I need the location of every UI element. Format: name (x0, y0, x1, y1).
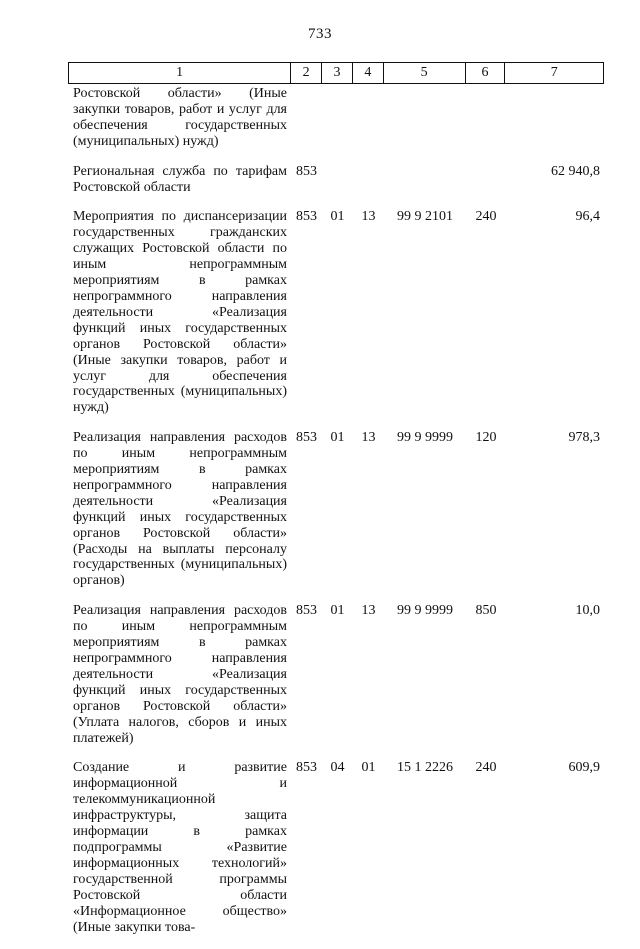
row-target-code: 99 9 2101 (397, 209, 453, 225)
row-expense-type: 120 (475, 430, 497, 446)
row-section-code: 04 (330, 760, 345, 776)
row-description: Создание и развитие информационной и телекоммуникационной инфраструктуры, защита информации в рамках подпрограммы «Развитие информационных технологий» государственной программы Ростовской области «Информационное общество» (Иные закупки това- (73, 760, 287, 935)
header-col-3: 3 (322, 63, 353, 83)
row-amount: 62 940,8 (551, 163, 600, 179)
row-amount: 96,4 (575, 209, 600, 225)
table-row (68, 760, 604, 935)
header-col-6: 6 (466, 63, 506, 83)
header-col-5: 5 (384, 63, 466, 83)
header-col-4: 4 (353, 63, 384, 83)
row-amount: 609,9 (568, 760, 600, 776)
table-row (68, 164, 604, 196)
table-row (68, 430, 604, 589)
row-target-code (384, 86, 466, 150)
row-ministry-code: 853 (296, 430, 317, 446)
table-row (68, 603, 604, 746)
row-section-code (322, 86, 353, 150)
row-ministry-code: 853 (296, 163, 317, 179)
row-ministry-code (291, 86, 322, 150)
row-subsection-code: 13 (361, 430, 376, 446)
row-amount (506, 86, 604, 150)
table-row (68, 209, 604, 416)
row-subsection-code: 13 (361, 603, 376, 619)
header-col-1: 1 (69, 63, 291, 83)
row-section-code: 01 (330, 603, 345, 619)
row-amount: 978,3 (568, 430, 600, 446)
header-col-2: 2 (291, 63, 322, 83)
row-description: Региональная служба по тарифам Ростовской области (73, 163, 287, 195)
row-target-code: 99 9 9999 (397, 603, 453, 619)
row-target-code: 15 1 2226 (397, 760, 453, 776)
row-expense-type: 240 (475, 209, 497, 225)
row-subsection-code: 13 (361, 209, 376, 225)
row-ministry-code: 853 (296, 209, 317, 225)
table-header (68, 62, 604, 84)
row-subsection-code: 01 (361, 760, 376, 776)
row-target-code: 99 9 9999 (397, 430, 453, 446)
row-subsection-code (353, 164, 384, 196)
row-section-code: 01 (330, 209, 345, 225)
row-description: Реализация направления расходов по иным непрограммным мероприятиям в рамках непрограммного направления деятельности «Реализация функций иных государственных органов Ростовской области» (Уплата налогов, сборов и иных платежей) (73, 603, 287, 746)
row-expense-type: 850 (475, 603, 497, 619)
row-expense-type: 240 (475, 760, 497, 776)
row-description: Ростовской области» (Иные закупки товаров, работ и услуг для обеспечения государственных (муниципальных) нужд) (73, 86, 287, 149)
header-col-7: 7 (550, 65, 558, 80)
row-section-code: 01 (330, 430, 345, 446)
row-ministry-code: 853 (296, 603, 317, 619)
row-section-code (322, 164, 353, 196)
row-amount: 10,0 (575, 603, 600, 619)
row-description: Мероприятия по диспансеризации государственных гражданских служащих Ростовской области по иным непрограммным мероприятиям в рамках непрограммного направления деятельности «Реализация функций иных государственных органов Ростовской области» (Иные закупки товаров, работ и услуг для обеспечения государственных (муниципальных) нужд) (73, 209, 287, 416)
row-target-code (384, 164, 466, 196)
table-row (68, 86, 604, 150)
row-description: Реализация направления расходов по иным непрограммным мероприятиям в рамках непрограммного направления деятельности «Реализация функций иных государственных органов Ростовской области» (Расходы на выплаты персоналу государственных (муниципальных) органов) (73, 430, 287, 589)
table-body (68, 86, 604, 949)
row-subsection-code (353, 86, 384, 150)
row-ministry-code: 853 (296, 760, 317, 776)
row-expense-type (466, 86, 506, 150)
page-number: 733 (308, 26, 332, 42)
row-expense-type (466, 164, 506, 196)
